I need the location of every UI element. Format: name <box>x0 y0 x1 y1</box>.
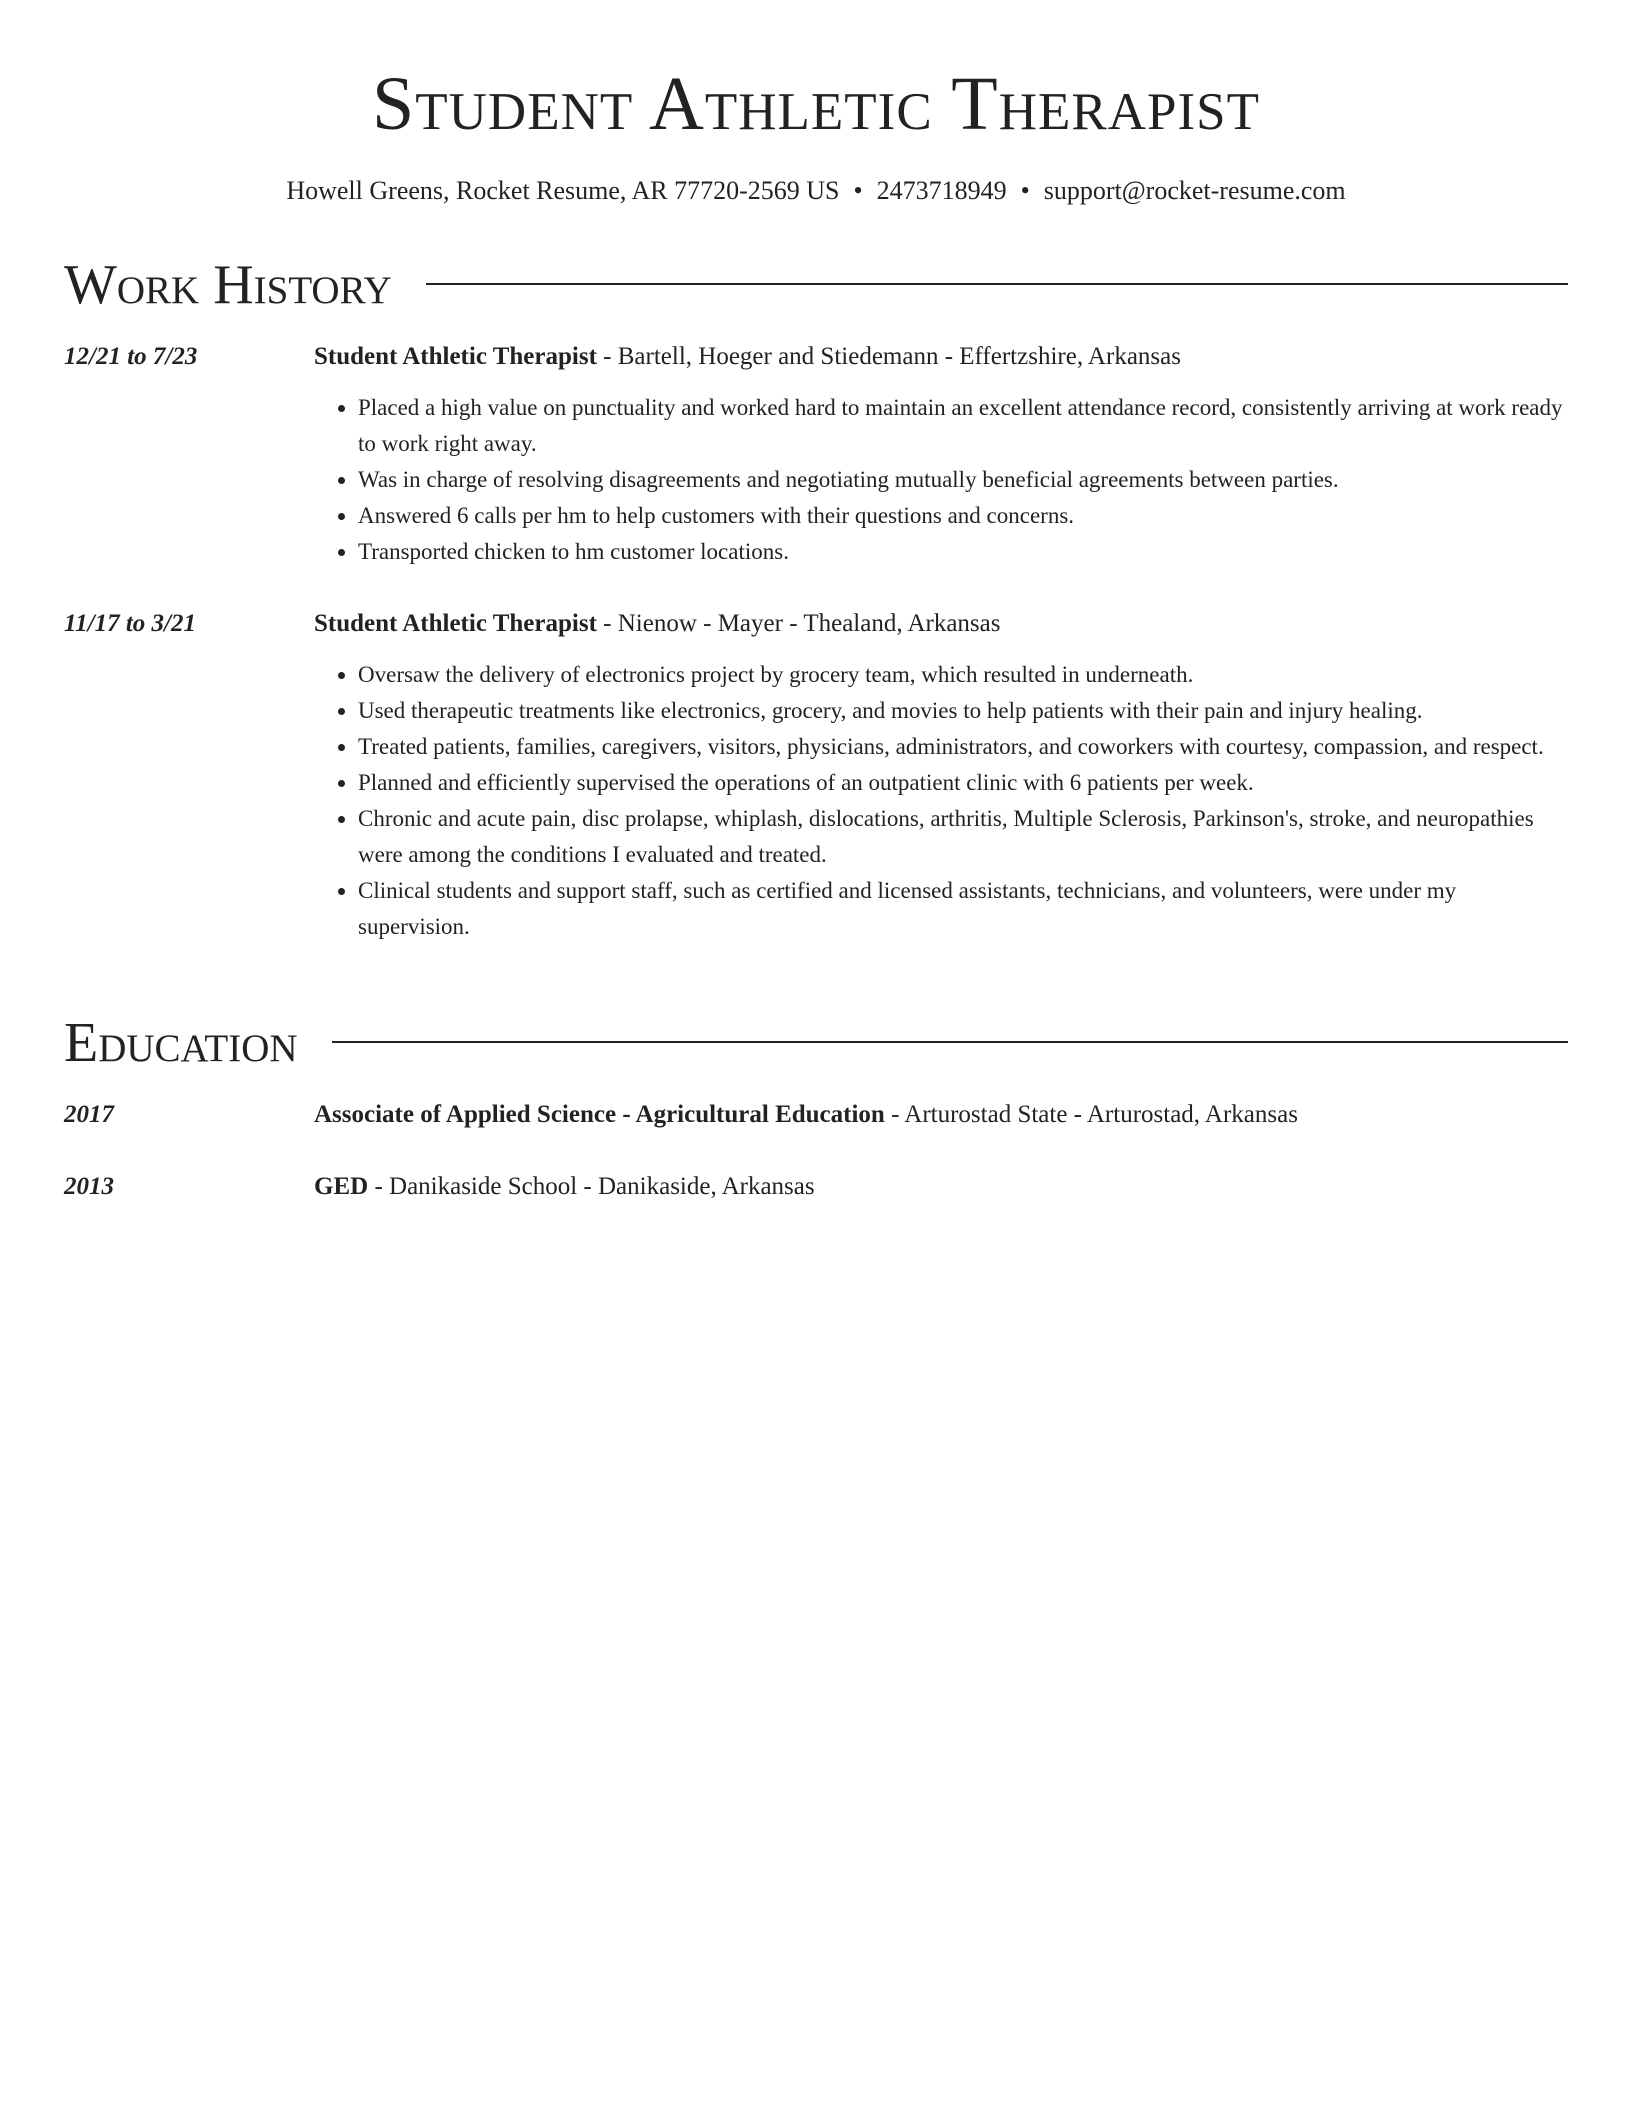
work-entry-bullets <box>314 657 1568 945</box>
education-entry-body <box>314 1170 1568 1204</box>
bullet-item: • Planned and efficiently supervised the operations of an outpatient clinic with 6 patients per week. <box>358 765 1568 801</box>
education-entry-body <box>314 1098 1568 1132</box>
bullet-item: • Transported chicken to hm customer locations. <box>358 534 1568 570</box>
bullet-item: • Placed a high value on punctuality and worked hard to maintain an excellent attendance record, consistently arriving at work ready to work right away. <box>358 390 1568 462</box>
education-entry-heading <box>314 1098 1568 1132</box>
section-divider <box>426 283 1568 285</box>
work-history-heading <box>64 252 1568 318</box>
bullet-item: • Chronic and acute pain, disc prolapse, whiplash, dislocations, arthritis, Multiple Sclerosis, Parkinson's, stroke, and neuropathies were among the conditions I evaluated and treated. <box>358 801 1568 873</box>
work-entry-role: Student Athletic Therapist <box>314 343 597 370</box>
work-entry-bullets <box>314 390 1568 570</box>
work-entry-role: Student Athletic Therapist <box>314 610 597 637</box>
work-entry-heading <box>314 340 1568 374</box>
work-history-title: Work History <box>64 254 392 316</box>
bullet-item: • Was in charge of resolving disagreements and negotiating mutually beneficial agreements between parties. <box>358 462 1568 498</box>
education-entry-degree: Associate of Applied Science - Agricultural Education <box>314 1101 885 1128</box>
contact-phone: 2473718949 <box>876 176 1007 205</box>
bullet-item: • Answered 6 calls per hm to help customers with their questions and concerns. <box>358 498 1568 534</box>
work-entry-date: 12/21 to 7/23 <box>64 343 198 370</box>
work-entry-date: 11/17 to 3/21 <box>64 610 196 637</box>
bullet-item: • Clinical students and support staff, such as certified and licensed assistants, technicians, and volunteers, were under my supervision. <box>358 873 1568 945</box>
education-entry-details: - Danikaside School - Danikaside, Arkansas <box>368 1173 815 1200</box>
work-entry-heading <box>314 607 1568 641</box>
education-entry-heading <box>314 1170 1568 1204</box>
section-divider <box>332 1041 1568 1043</box>
contact-separator: • <box>853 176 863 205</box>
work-entry-body <box>314 340 1568 570</box>
contact-line <box>0 174 1632 208</box>
bullet-item: • Oversaw the delivery of electronics project by grocery team, which resulted in underneath. <box>358 657 1568 693</box>
education-title: Education <box>64 1012 298 1074</box>
contact-separator: • <box>1020 176 1030 205</box>
work-entry-body <box>314 607 1568 945</box>
work-entry-details: - Bartell, Hoeger and Stiedemann - Effertzshire, Arkansas <box>596 343 1181 370</box>
resume-name: Student Athletic Therapist <box>372 62 1260 146</box>
education-entry-details: - Arturostad State - Arturostad, Arkansas <box>884 1101 1298 1128</box>
education-entry-date: 2013 <box>64 1173 114 1200</box>
education-heading <box>64 1010 1568 1076</box>
contact-address: Howell Greens, Rocket Resume, AR 77720-2569 US <box>286 176 840 205</box>
work-entry-details: - Nienow - Mayer - Thealand, Arkansas <box>596 610 1001 637</box>
contact-email: support@rocket-resume.com <box>1043 176 1346 205</box>
bullet-item: • Treated patients, families, caregivers, visitors, physicians, administrators, and coworkers with courtesy, compassion, and respect. <box>358 729 1568 765</box>
bullet-item: • Used therapeutic treatments like electronics, grocery, and movies to help patients with their pain and injury healing. <box>358 693 1568 729</box>
education-entry-degree: GED <box>314 1173 369 1200</box>
education-entry-date: 2017 <box>64 1101 114 1128</box>
